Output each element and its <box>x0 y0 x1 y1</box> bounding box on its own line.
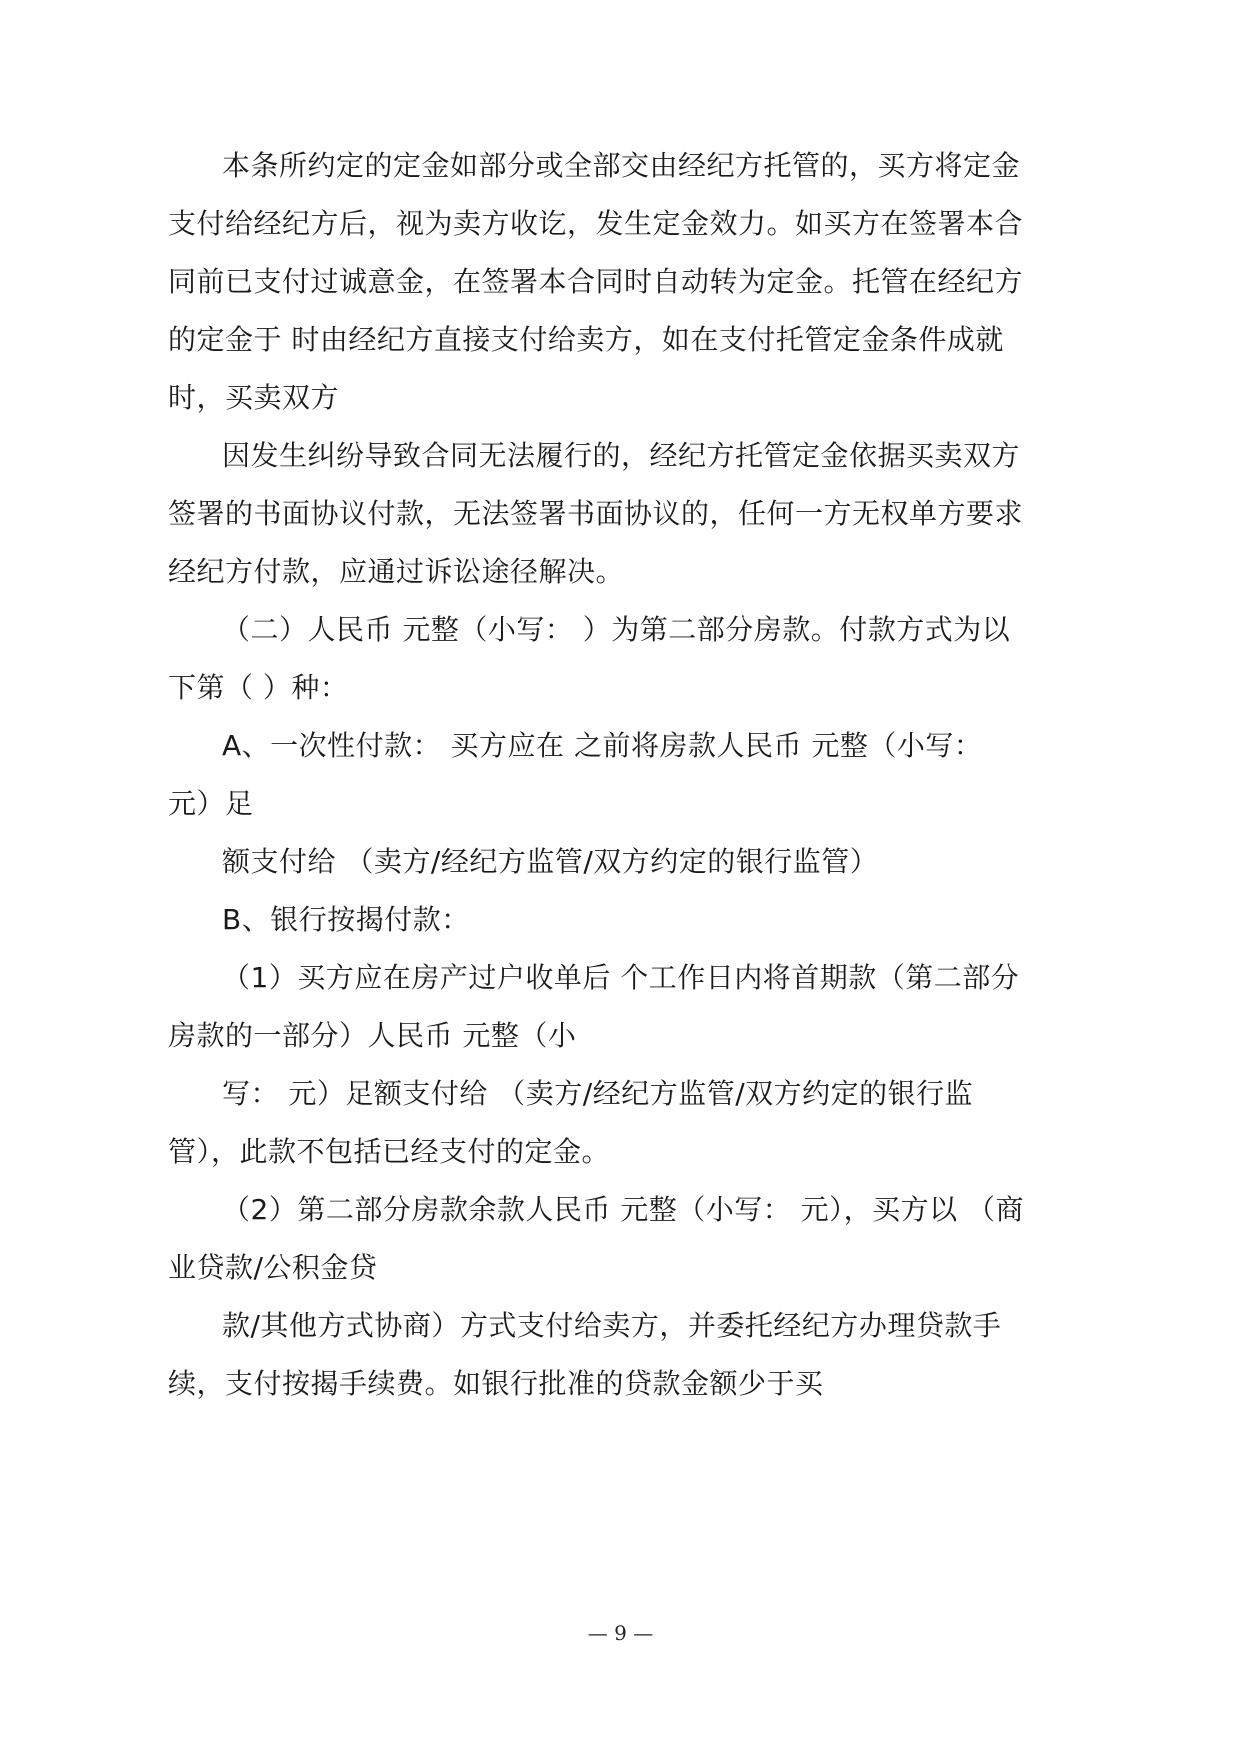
text-line: 下第（ ）种： <box>168 671 349 704</box>
text-line: A、一次性付款： 买方应在 之前将房款人民币 元整（小写： <box>222 729 983 762</box>
text-line: （2）第二部分房款余款人民币 元整（小写： 元），买方以 （商 <box>222 1193 1025 1226</box>
text-line: 支付给经纪方后，视为卖方收讫，发生定金效力。如买方在签署本合 <box>168 207 1024 240</box>
text-line: 的定金于 时由经纪方直接支付给卖方，如在支付托管定金条件成就 <box>168 323 1004 356</box>
text-line: （1）买方应在房产过户收单后 个工作日内将首期款（第二部分 <box>222 961 1020 994</box>
text-line: 款/其他方式协商）方式支付给卖方，并委托经纪方办理贷款手 <box>222 1309 1002 1342</box>
text-line: 额支付给 （卖方/经纪方监管/双方约定的银行监管） <box>222 845 879 878</box>
text-line: 因发生纠纷导致合同无法履行的，经纪方托管定金依据买卖双方 <box>222 439 1021 472</box>
text-line: 业贷款/公积金贷 <box>168 1251 378 1284</box>
text-line: 写： 元）足额支付给 （卖方/经纪方监管/双方约定的银行监 <box>222 1077 974 1110</box>
text-line: 管），此款不包括已经支付的定金。 <box>168 1135 611 1168</box>
text-line: （二）人民币 元整（小写： ）为第二部分房款。付款方式为以 <box>222 613 1011 646</box>
page-number: — 9 — <box>587 1621 654 1645</box>
text-line: 元）足 <box>168 787 254 820</box>
text-line: 签署的书面协议付款，无法签署书面协议的，任何一方无权单方要求 <box>168 497 1024 530</box>
text-line: 时，买卖双方 <box>168 381 340 414</box>
text-line: 本条所约定的定金如部分或全部交由经纪方托管的，买方将定金 <box>222 149 1021 182</box>
text-line: 同前已支付过诚意金，在签署本合同时自动转为定金。托管在经纪方 <box>168 265 1024 298</box>
text-line: 续，支付按揭手续费。如银行批准的贷款金额少于买 <box>168 1367 824 1400</box>
text-line: B、银行按揭付款： <box>222 903 470 936</box>
text-line: 房款的一部分）人民币 元整（小 <box>168 1019 577 1052</box>
text-line: 经纪方付款，应通过诉讼途径解决。 <box>168 555 625 588</box>
